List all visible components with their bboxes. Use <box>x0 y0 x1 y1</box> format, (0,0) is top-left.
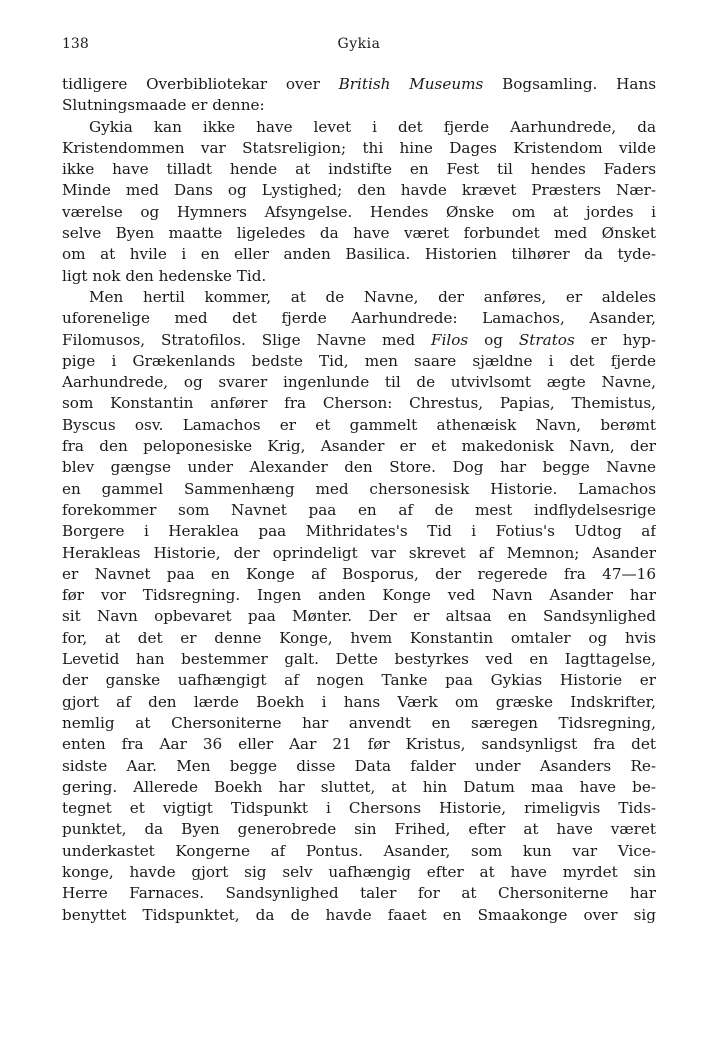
text-line <box>62 330 656 351</box>
text-line: Herre Farnaces. Sandsynlighed taler for at Chersoniterne har <box>62 884 656 903</box>
text-span: og <box>468 330 519 349</box>
text-line: benyttet Tidspunktet, da de havde faaet en Smaakonge over sig <box>62 905 656 924</box>
text-line: enten fra Aar 36 eller Aar 21 før Kristus, sandsynligst fra det <box>62 735 656 754</box>
text-line: gjort af den lærde Boekh i hans Værk om græske Indskrifter, <box>62 692 656 711</box>
body-text <box>62 74 656 926</box>
text-line: nemlig at Chersoniterne har anvendt en særegen Tidsregning, <box>62 713 656 732</box>
text-line: sit Navn opbevaret paa Mønter. Der er altsaa en Sandsynlighed <box>62 607 656 626</box>
text-line: selve Byen maatte ligeledes da have været forbundet med Ønsket <box>62 224 656 243</box>
page-header <box>62 36 656 56</box>
text-line: ligt nok den hedenske Tid. <box>62 266 267 285</box>
text-line <box>62 74 656 95</box>
text-span: Filomusos, Stratofilos. Slige Navne med <box>62 330 432 349</box>
text-line: som Konstantin anfører fra Cherson: Chrestus, Papias, Themistus, <box>62 394 656 413</box>
text-line: tegnet et vigtigt Tidspunkt i Chersons Historie, rimeligvis Tids- <box>62 799 656 818</box>
text-line: Borgere i Heraklea paa Mithridates's Tid i Fotius's Udtog af <box>62 522 656 541</box>
text-line: uforenelige med det fjerde Aarhundrede: Lamachos, Asander, <box>62 309 656 328</box>
text-line: er Navnet paa en Konge af Bosporus, der regerede fra 47—16 <box>62 564 656 583</box>
page-number: 138 <box>62 36 89 52</box>
text-line: Levetid han bestemmer galt. Dette bestyrkes ved en Iagttagelse, <box>62 650 656 669</box>
text-span: Bogsamling. Hans <box>483 75 656 93</box>
text-line: Gykia kan ikke have levet i det fjerde Aarhundrede, da <box>89 117 656 136</box>
text-line: fra den peloponesiske Krig, Asander er et makedonisk Navn, der <box>62 437 656 456</box>
text-line: Kristendommen var Statsreligion; thi hine Dages Kristendom vilde <box>62 138 656 157</box>
text-line: gering. Allerede Boekh har sluttet, at hin Datum maa have be- <box>62 777 656 796</box>
text-line: Men hertil kommer, at de Navne, der anføres, er aldeles <box>89 287 656 306</box>
text-line: underkastet Kongerne af Pontus. Asander, som kun var Vice- <box>62 841 656 860</box>
text-line: Herakleas Historie, der oprindeligt var skrevet af Memnon; Asander <box>62 543 656 562</box>
text-line: for, at det er denne Konge, hvem Konstantin omtaler og hvis <box>62 628 656 647</box>
text-line: Aarhundrede, og svarer ingenlunde til de utvivlsomt ægte Navne, <box>62 373 656 392</box>
text-line: pige i Grækenlands bedste Tid, men saare sjældne i det fjerde <box>62 351 656 370</box>
text-span: Stratos <box>518 330 575 349</box>
text-line: Minde med Dans og Lystighed; den havde krævet Præsters Nær- <box>62 181 656 200</box>
text-span: tidligere Overbibliotekar over <box>62 75 339 93</box>
text-span: British Museums <box>338 75 484 93</box>
text-line: værelse og Hymners Afsyngelse. Hendes Ønske om at jordes i <box>62 202 656 221</box>
text-line: om at hvile i en eller anden Basilica. Historien tilhører da tyde- <box>62 245 656 264</box>
text-line: før vor Tidsregning. Ingen anden Konge ved Navn Asander har <box>62 586 656 605</box>
text-line: punktet, da Byen generobrede sin Frihed, efter at have været <box>62 820 656 839</box>
text-line: sidste Aar. Men begge disse Data falder under Asanders Re- <box>62 756 656 775</box>
text-span: er hyp- <box>574 330 656 349</box>
text-line: Slutningsmaade er denne: <box>62 96 265 115</box>
text-line: Byscus osv. Lamachos er et gammelt athenæisk Navn, berømt <box>62 415 656 434</box>
text-span: Filos <box>431 330 469 349</box>
text-line: ikke have tilladt hende at indstifte en Fest til hendes Faders <box>62 160 656 179</box>
running-title: Gykia <box>337 36 381 52</box>
text-line: der ganske uafhængigt af nogen Tanke paa Gykias Historie er <box>62 671 656 690</box>
text-line: forekommer som Navnet paa en af de mest indflydelsesrige <box>62 500 656 519</box>
text-line: en gammel Sammenhæng med chersonesisk Historie. Lamachos <box>62 479 656 498</box>
text-line: blev gængse under Alexander den Store. Dog har begge Navne <box>62 458 656 477</box>
text-line: konge, havde gjort sig selv uafhængig efter at have myrdet sin <box>62 862 656 881</box>
